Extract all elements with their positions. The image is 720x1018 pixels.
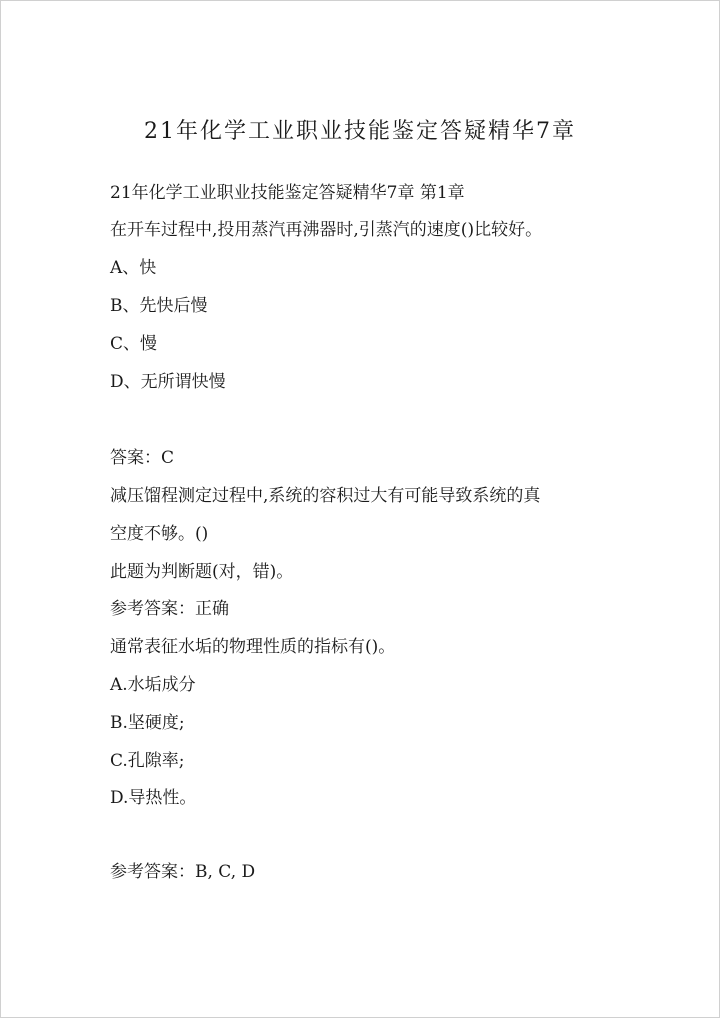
question-1-option-a: A、快 xyxy=(110,258,157,278)
question-2-text-line-2: 空度不够。() xyxy=(110,524,209,544)
question-2-text-line-1: 减压馏程测定过程中,系统的容积过大有可能导致系统的真 xyxy=(110,486,541,506)
question-1-option-b: B、先快后慢 xyxy=(110,296,208,316)
document-title: 21年化学工业职业技能鉴定答疑精华7章 xyxy=(144,119,576,144)
question-3-option-c: C.孔隙率; xyxy=(110,751,185,771)
question-3-option-d: D.导热性。 xyxy=(110,788,197,808)
question-1-option-c: C、慢 xyxy=(110,334,158,354)
question-2-answer: 参考答案：正确 xyxy=(110,599,229,619)
question-3-text: 通常表征水垢的物理性质的指标有()。 xyxy=(110,637,396,657)
question-2-type-note: 此题为判断题(对，错)。 xyxy=(110,562,294,582)
question-1-answer: 答案：C xyxy=(110,448,175,468)
question-3-answer: 参考答案：B, C, D xyxy=(110,862,256,882)
question-1-text: 在开车过程中,投用蒸汽再沸器时,引蒸汽的速度()比较好。 xyxy=(110,220,543,240)
chapter-heading: 21年化学工业职业技能鉴定答疑精华7章 第1章 xyxy=(110,183,465,203)
question-1-option-d: D、无所谓快慢 xyxy=(110,372,226,392)
question-3-option-b: B.坚硬度; xyxy=(110,713,185,733)
question-3-option-a: A.水垢成分 xyxy=(110,675,196,695)
